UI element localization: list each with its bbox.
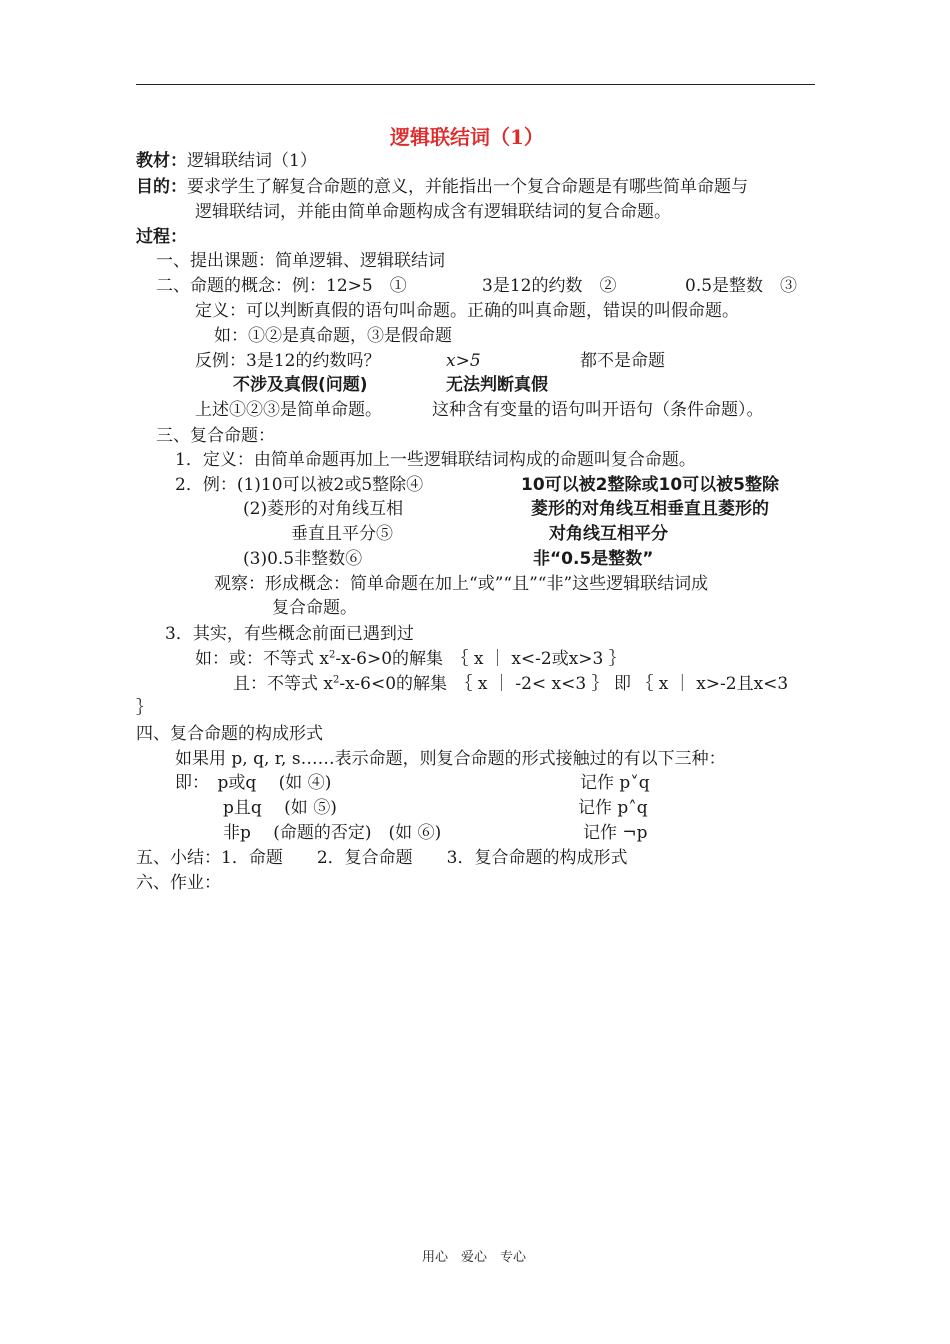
or-solution-sup: 2	[329, 649, 336, 661]
true-false-example: 如：①②是真命题，③是假命题	[214, 326, 452, 346]
example-not: (3)0.5非整数⑥	[243, 549, 363, 569]
form-not-notation: 记作 ¬p	[583, 823, 648, 843]
counter-example-x: x>5	[446, 351, 481, 371]
example-3: 0.5是整数 ③	[685, 276, 798, 296]
and-solution-sup: 2	[333, 674, 340, 686]
form-and: p且q (如 ⑤)	[223, 798, 337, 818]
mudi-text1: 要求学生了解复合命题的意义，并能指出一个复合命题是有哪些简单命题与	[187, 177, 748, 197]
section-1: 一、提出课题：简单逻辑、逻辑联结词	[156, 251, 445, 271]
form-not: 非p (命题的否定) (如 ⑥)	[223, 823, 442, 843]
definition: 定义：可以判断真假的语句叫命题。正确的叫真命题，错误的叫假命题。	[195, 301, 739, 321]
bold-note-1: 不涉及真假(问题)	[233, 375, 368, 395]
section-3-head: 三、复合命题：	[156, 426, 275, 446]
section-4-head: 四、复合命题的构成形式	[136, 724, 323, 744]
bold-note-2: 无法判断真假	[446, 375, 548, 395]
observation-1: 观察：形成概念：简单命题在加上“或”“且”“非”这些逻辑联结词成	[214, 574, 709, 594]
example-and-right-2: 对角线互相平分	[549, 524, 668, 544]
point-3: 3．其实，有些概念前面已遇到过	[165, 624, 414, 644]
header-rule	[136, 84, 815, 85]
or-solution-post: -x-6>0的解集 ｛ x ｜ x<-2或x>3 ｝	[335, 649, 626, 669]
example-or: 2．例：(1)10可以被2或5整除④	[175, 475, 424, 495]
example-or-right: 10可以被2整除或10可以被5整除	[521, 475, 779, 495]
example-and-right: 菱形的对角线互相垂直且菱形的	[531, 499, 769, 519]
form-and-notation: 记作 p˄q	[578, 798, 648, 818]
summary-open: 这种含有变量的语句叫开语句（条件命题）。	[432, 400, 764, 420]
mudi-line2: 逻辑联结词，并能由简单命题构成含有逻辑联结词的复合命题。	[195, 202, 671, 222]
page-title: 逻辑联结词（1）	[390, 125, 544, 149]
and-solution-post: -x-6<0的解集 ｛ x ｜ -2< x<3 ｝ 即 ｛ x ｜ x>-2且x<3	[339, 674, 789, 694]
form-or-notation: 记作 p˅q	[580, 773, 650, 793]
counter-example: 反例：3是12的约数吗？	[195, 351, 381, 371]
example-and-2: 垂直且平分⑤	[291, 524, 393, 544]
form-or: 即： p或q (如 ④)	[175, 773, 332, 793]
section-5: 五、小结：1．命题 2．复合命题 3．复合命题的构成形式	[136, 848, 628, 868]
page-footer: 用心 爱心 专心	[422, 1250, 527, 1265]
section-6: 六、作业：	[136, 873, 221, 893]
example-and: (2)菱形的对角线互相	[243, 499, 404, 519]
compound-definition: 1．定义：由简单命题再加上一些逻辑联结词构成的命题叫复合命题。	[175, 450, 696, 470]
example-2: 3是12的约数 ②	[482, 276, 617, 296]
guocheng-label: 过程：	[136, 227, 187, 247]
jiaocai-label: 教材：	[136, 151, 187, 171]
observation-2: 复合命题。	[272, 598, 357, 618]
or-solution-pre: 如：或：不等式 x	[195, 649, 329, 669]
jiaocai-line	[136, 153, 317, 170]
summary-simple: 上述①②③是简单命题。	[195, 400, 382, 420]
section-4-intro: 如果用 p, q, r, s……表示命题，则复合命题的形式接触过的有以下三种：	[175, 749, 726, 769]
mudi-line1	[136, 179, 748, 196]
jiaocai-text: 逻辑联结词（1）	[187, 151, 317, 171]
and-solution-pre: 且：不等式 x	[233, 674, 333, 694]
example-not-right: 非“0.5是整数”	[533, 549, 654, 569]
mudi-label: 目的：	[136, 177, 187, 197]
counter-example-end: 都不是命题	[580, 351, 665, 371]
or-solution-set	[195, 651, 626, 668]
closing-brace: ｝	[136, 698, 153, 718]
section-2-head: 二、命题的概念：例：12>5 ①	[156, 276, 407, 296]
and-solution-set	[233, 676, 788, 693]
